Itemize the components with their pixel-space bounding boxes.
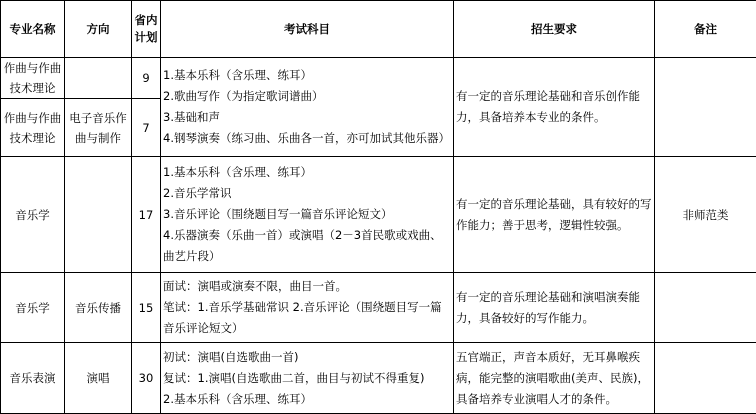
cell-remarks-composition (655, 58, 756, 157)
subject-line: 复试：1.演唱(自选歌曲二首，曲目与初试不得重复) (163, 368, 451, 389)
cell-major: 音乐学 (1, 157, 65, 273)
subject-line: 3.基础和声 (163, 107, 451, 128)
subject-line: 1.基本乐科（含乐理、练耳） (163, 65, 451, 86)
cell-requirements: 五官端正，声音本质好，无耳鼻喉疾病，能完整的演唱歌曲(美声、民族)，具备培养专业演唱人才的条件。 (454, 343, 655, 414)
header-direction: 方向 (65, 1, 132, 58)
cell-remarks (655, 343, 756, 414)
cell-remarks (655, 273, 756, 343)
cell-major: 音乐表演 (1, 343, 65, 414)
subject-line: 初试：演唱(自选歌曲一首) (163, 347, 451, 368)
subject-line: 3.音乐评论（围绕题目写一篇音乐评论短文） (163, 204, 451, 225)
subject-line: 2.歌曲写作（为指定歌词谱曲） (163, 86, 451, 107)
cell-direction (65, 157, 132, 273)
header-row (1, 1, 756, 58)
header-plan-line2: 计划 (134, 29, 158, 46)
header-remarks: 备注 (655, 1, 756, 58)
subject-line: 笔试：1.音乐学基础常识 2.音乐评论（围绕题目写一篇音乐评论短文） (163, 297, 451, 339)
cell-plan: 9 (132, 58, 161, 99)
cell-requirements-composition: 有一定的音乐理论基础和音乐创作能力，具备培养本专业的条件。 (454, 58, 655, 157)
table-row (1, 157, 756, 273)
table-row (1, 343, 756, 414)
cell-major: 音乐学 (1, 273, 65, 343)
header-requirements: 招生要求 (454, 1, 655, 58)
subject-line: 4.乐器演奏（乐曲一首）或演唱（2－3首民歌或戏曲、曲艺片段） (163, 225, 451, 267)
cell-plan: 17 (132, 157, 161, 273)
cell-remarks: 非师范类 (655, 157, 756, 273)
subject-line: 4.钢琴演奏（练习曲、乐曲各一首，亦可加试其他乐器） (163, 128, 451, 149)
cell-direction (65, 58, 132, 99)
cell-requirements: 有一定的音乐理论基础，具有较好的写作能力；善于思考，逻辑性较强。 (454, 157, 655, 273)
header-plan-line1: 省内 (134, 12, 158, 29)
cell-direction: 电子音乐作曲与制作 (65, 99, 132, 157)
table-row (1, 58, 756, 99)
cell-plan: 30 (132, 343, 161, 414)
cell-subjects-composition (161, 58, 454, 157)
subject-line: 2.基本乐科（含乐理、练耳） (163, 389, 451, 410)
subject-line: 1.基本乐科（含乐理、练耳） (163, 162, 451, 183)
cell-direction: 演唱 (65, 343, 132, 414)
header-major: 专业名称 (1, 1, 65, 58)
cell-plan: 15 (132, 273, 161, 343)
subject-line: 面试：演唱或演奏不限，曲目一首。 (163, 276, 451, 297)
cell-subjects (161, 343, 454, 414)
header-subjects: 考试科目 (161, 1, 454, 58)
cell-requirements: 有一定的音乐理论基础和演唱演奏能力，具备较好的写作能力。 (454, 273, 655, 343)
cell-direction: 音乐传播 (65, 273, 132, 343)
cell-major: 作曲与作曲技术理论 (1, 58, 65, 99)
subject-line: 2.音乐学常识 (163, 183, 451, 204)
table-row (1, 273, 756, 343)
cell-plan: 7 (132, 99, 161, 157)
cell-major: 作曲与作曲技术理论 (1, 99, 65, 157)
header-plan (132, 1, 161, 58)
cell-subjects (161, 157, 454, 273)
cell-subjects (161, 273, 454, 343)
